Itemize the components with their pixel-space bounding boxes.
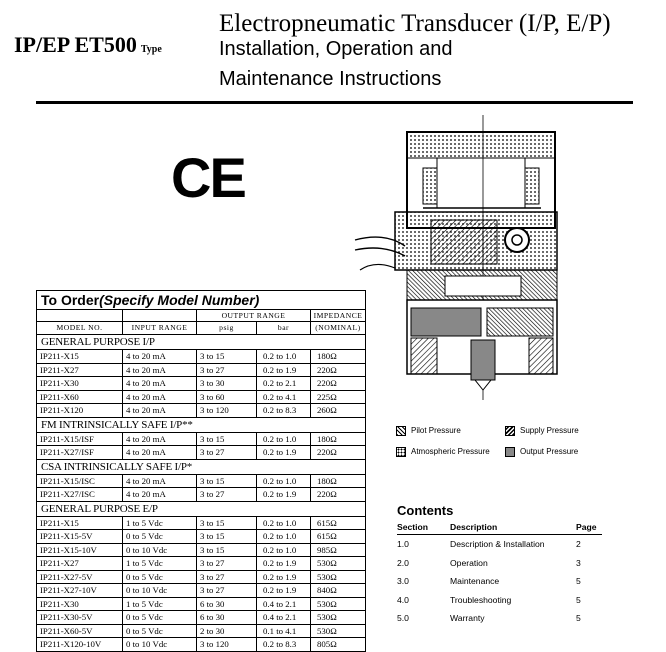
psig-cell: 3 to 15 [197,475,257,488]
header-rule [36,101,633,104]
model-title: IP/EP ET500 Type [14,32,162,57]
description-col-header: Description [450,522,498,532]
psig-cell: 3 to 120 [197,404,257,417]
input-range-cell: 4 to 20 mA [123,364,197,377]
model-cell: IP211-X60 [37,391,123,404]
section-description: Warranty [450,613,485,623]
impedance-cell: 615Ω [317,531,337,541]
input-range-cell: 0 to 10 Vdc [123,584,197,597]
bar-header: bar [257,322,311,334]
table-row [37,625,365,639]
bar-cell: 0.2 to 1.9 [257,446,311,459]
section-description: Troubleshooting [450,594,512,605]
order-group-title: CSA INTRINSICALLY SAFE I/P* [37,460,365,475]
model-no-header: MODEL NO. [37,322,123,334]
impedance-cell: 220Ω [317,364,337,375]
table-row [37,350,365,364]
model-cell: IP211-X30 [37,598,123,611]
legend-pilot-pressure: Pilot Pressure [396,426,461,436]
impedance-cell: 530Ω [317,598,337,609]
table-row [37,638,365,651]
section-number: 5.0 [397,613,409,623]
input-range-cell: 0 to 5 Vdc [123,611,197,624]
section-number: 3.0 [397,576,409,586]
impedance-cell: 985Ω [317,544,337,555]
page-number: 5 [576,576,581,586]
contents-header [397,520,602,535]
document-title: Electropneumatic Transducer (I/P, E/P) [219,10,611,37]
bar-cell: 0.2 to 2.1 [257,377,311,390]
section-col-header: Section [397,522,429,532]
table-row [37,584,365,598]
model-cell: IP211-X15-10V [37,544,123,557]
psig-cell: 3 to 120 [197,638,257,651]
model-cell: IP211-X27-5V [37,571,123,584]
model-cell: IP211-X27 [37,364,123,377]
model-cell: IP211-X15-5V [37,530,123,543]
legend-atmospheric-pressure: Atmospheric Pressure [396,447,490,457]
contents-row [397,572,602,591]
bar-cell: 0.2 to 8.3 [257,404,311,417]
contents-row [397,591,602,610]
table-row [37,544,365,558]
impedance-cell: 615Ω [317,517,337,528]
impedance-cell: 530Ω [317,625,337,636]
input-range-cell: 4 to 20 mA [123,377,197,390]
page-number: 5 [576,613,581,623]
order-group-title: GENERAL PURPOSE E/P [37,502,365,517]
bar-cell: 0.2 to 1.9 [257,571,311,584]
section-number: 1.0 [397,539,409,549]
model-cell: IP211-X120-10V [37,638,123,651]
bar-cell: 0.2 to 1.0 [257,433,311,446]
psig-cell: 3 to 15 [197,530,257,543]
psig-cell: 2 to 30 [197,625,257,638]
contents-section [397,503,602,628]
psig-cell: 3 to 27 [197,488,257,501]
impedance-cell: 225Ω [317,391,337,402]
input-range-cell: 0 to 5 Vdc [123,625,197,638]
model-cell: IP211-X15/ISC [37,475,123,488]
order-table-header-top [37,310,365,322]
bar-cell: 0.1 to 4.1 [257,625,311,638]
impedance-cell: 530Ω [317,558,337,568]
bar-cell: 0.2 to 1.9 [257,488,311,501]
psig-cell: 3 to 27 [197,571,257,584]
impedance-header: IMPEDANCE [313,311,363,320]
order-table-body [37,335,365,651]
impedance-cell: 530Ω [317,612,337,622]
table-row [37,598,365,612]
pilot-pressure-swatch [396,426,406,436]
psig-cell: 3 to 30 [197,377,257,390]
contents-row [397,554,602,573]
model-cell: IP211-X60-5V [37,625,123,638]
input-range-cell: 0 to 5 Vdc [123,571,197,584]
table-row [37,433,365,447]
model-cell: IP211-X15 [37,350,123,363]
table-row [37,517,365,531]
contents-list [397,535,602,628]
psig-cell: 6 to 30 [197,598,257,611]
bar-cell: 0.2 to 1.0 [257,350,311,363]
bar-cell: 0.4 to 2.1 [257,598,311,611]
model-cell: IP211-X27/ISC [37,488,123,501]
page-number: 3 [576,557,581,568]
input-range-cell: 4 to 20 mA [123,475,197,488]
model-cell: IP211-X30 [37,377,123,390]
output-range-header: OUTPUT RANGE [197,310,311,321]
input-range-cell: 4 to 20 mA [123,446,197,459]
psig-header: psig [197,322,257,334]
impedance-cell: 220Ω [317,378,337,388]
bar-cell: 0.2 to 1.0 [257,517,311,530]
model-suffix: Type [140,44,162,55]
section-number: 2.0 [397,557,409,568]
table-row [37,571,365,585]
section-description: Description & Installation [450,539,545,549]
impedance-cell: 840Ω [317,585,337,595]
section-number: 4.0 [397,594,409,605]
input-range-cell: 4 to 20 mA [123,404,197,417]
psig-cell: 3 to 27 [197,364,257,377]
order-table [36,290,366,652]
model-cell: IP211-X30-5V [37,611,123,624]
model-cell: IP211-X15/ISF [37,433,123,446]
order-group-title: FM INTRINSICALLY SAFE I/P** [37,418,365,433]
table-row [37,530,365,544]
input-range-cell: 1 to 5 Vdc [123,557,197,570]
table-row [37,446,365,460]
impedance-cell: 260Ω [317,405,337,415]
table-row [37,488,365,502]
contents-row [397,609,602,628]
section-description: Operation [450,557,488,568]
contents-title: Contents [397,503,454,518]
input-range-header: INPUT RANGE [123,322,197,334]
impedance-cell: 180Ω [317,351,337,361]
impedance-cell: 530Ω [317,571,337,582]
nominal-header: (NOMINAL) [315,323,361,332]
impedance-cell: 180Ω [317,475,337,486]
psig-cell: 3 to 15 [197,433,257,446]
section-description: Maintenance [450,576,500,586]
input-range-cell: 4 to 20 mA [123,488,197,501]
legend-output-pressure: Output Pressure [505,447,578,457]
legend-supply-pressure: Supply Pressure [505,426,579,436]
bar-cell: 0.2 to 1.0 [257,530,311,543]
document-subtitle-line1: Installation, Operation and [219,38,453,60]
table-row [37,391,365,405]
input-range-cell: 4 to 20 mA [123,433,197,446]
ce-mark-logo: CE [171,146,245,209]
page-number: 5 [576,594,581,605]
input-range-cell: 4 to 20 mA [123,350,197,363]
psig-cell: 3 to 15 [197,350,257,363]
impedance-cell: 180Ω [317,433,337,444]
document-subtitle-line2: Maintenance Instructions [219,68,442,90]
bar-cell: 0.2 to 1.0 [257,475,311,488]
impedance-cell: 805Ω [317,639,337,649]
input-range-cell: 0 to 5 Vdc [123,530,197,543]
bar-cell: 0.2 to 8.3 [257,638,311,651]
bar-cell: 0.4 to 2.1 [257,611,311,624]
input-range-cell: 1 to 5 Vdc [123,517,197,530]
table-row [37,404,365,418]
input-range-cell: 4 to 20 mA [123,391,197,404]
output-pressure-swatch [505,447,515,457]
order-table-header-bottom [37,322,365,335]
input-range-cell: 0 to 10 Vdc [123,544,197,557]
table-row [37,475,365,489]
bar-cell: 0.2 to 1.0 [257,544,311,557]
psig-cell: 3 to 60 [197,391,257,404]
order-table-heading: To Order(Specify Model Number) [37,291,365,310]
psig-cell: 3 to 27 [197,584,257,597]
psig-cell: 3 to 27 [197,557,257,570]
model-cell: IP211-X27 [37,557,123,570]
psig-cell: 3 to 15 [197,544,257,557]
model-cell: IP211-X120 [37,404,123,417]
impedance-cell: 220Ω [317,489,337,499]
contents-row [397,535,602,554]
psig-cell: 3 to 27 [197,446,257,459]
model-cell: IP211-X27/ISF [37,446,123,459]
table-row [37,377,365,391]
bar-cell: 0.2 to 1.9 [257,364,311,377]
psig-cell: 3 to 15 [197,517,257,530]
page-number: 2 [576,539,581,549]
order-group-title: GENERAL PURPOSE I/P [37,335,365,350]
bar-cell: 0.2 to 1.9 [257,584,311,597]
model-cell: IP211-X15 [37,517,123,530]
page-col-header: Page [576,522,597,532]
transducer-cross-section-diagram [345,110,570,410]
psig-cell: 6 to 30 [197,611,257,624]
bar-cell: 0.2 to 4.1 [257,391,311,404]
bar-cell: 0.2 to 1.9 [257,557,311,570]
table-row [37,611,365,625]
model-cell: IP211-X27-10V [37,584,123,597]
impedance-cell: 220Ω [317,447,337,457]
table-row [37,557,365,571]
input-range-cell: 0 to 10 Vdc [123,638,197,651]
supply-pressure-swatch [505,426,515,436]
atmospheric-pressure-swatch [396,447,406,457]
table-row [37,364,365,378]
input-range-cell: 1 to 5 Vdc [123,598,197,611]
